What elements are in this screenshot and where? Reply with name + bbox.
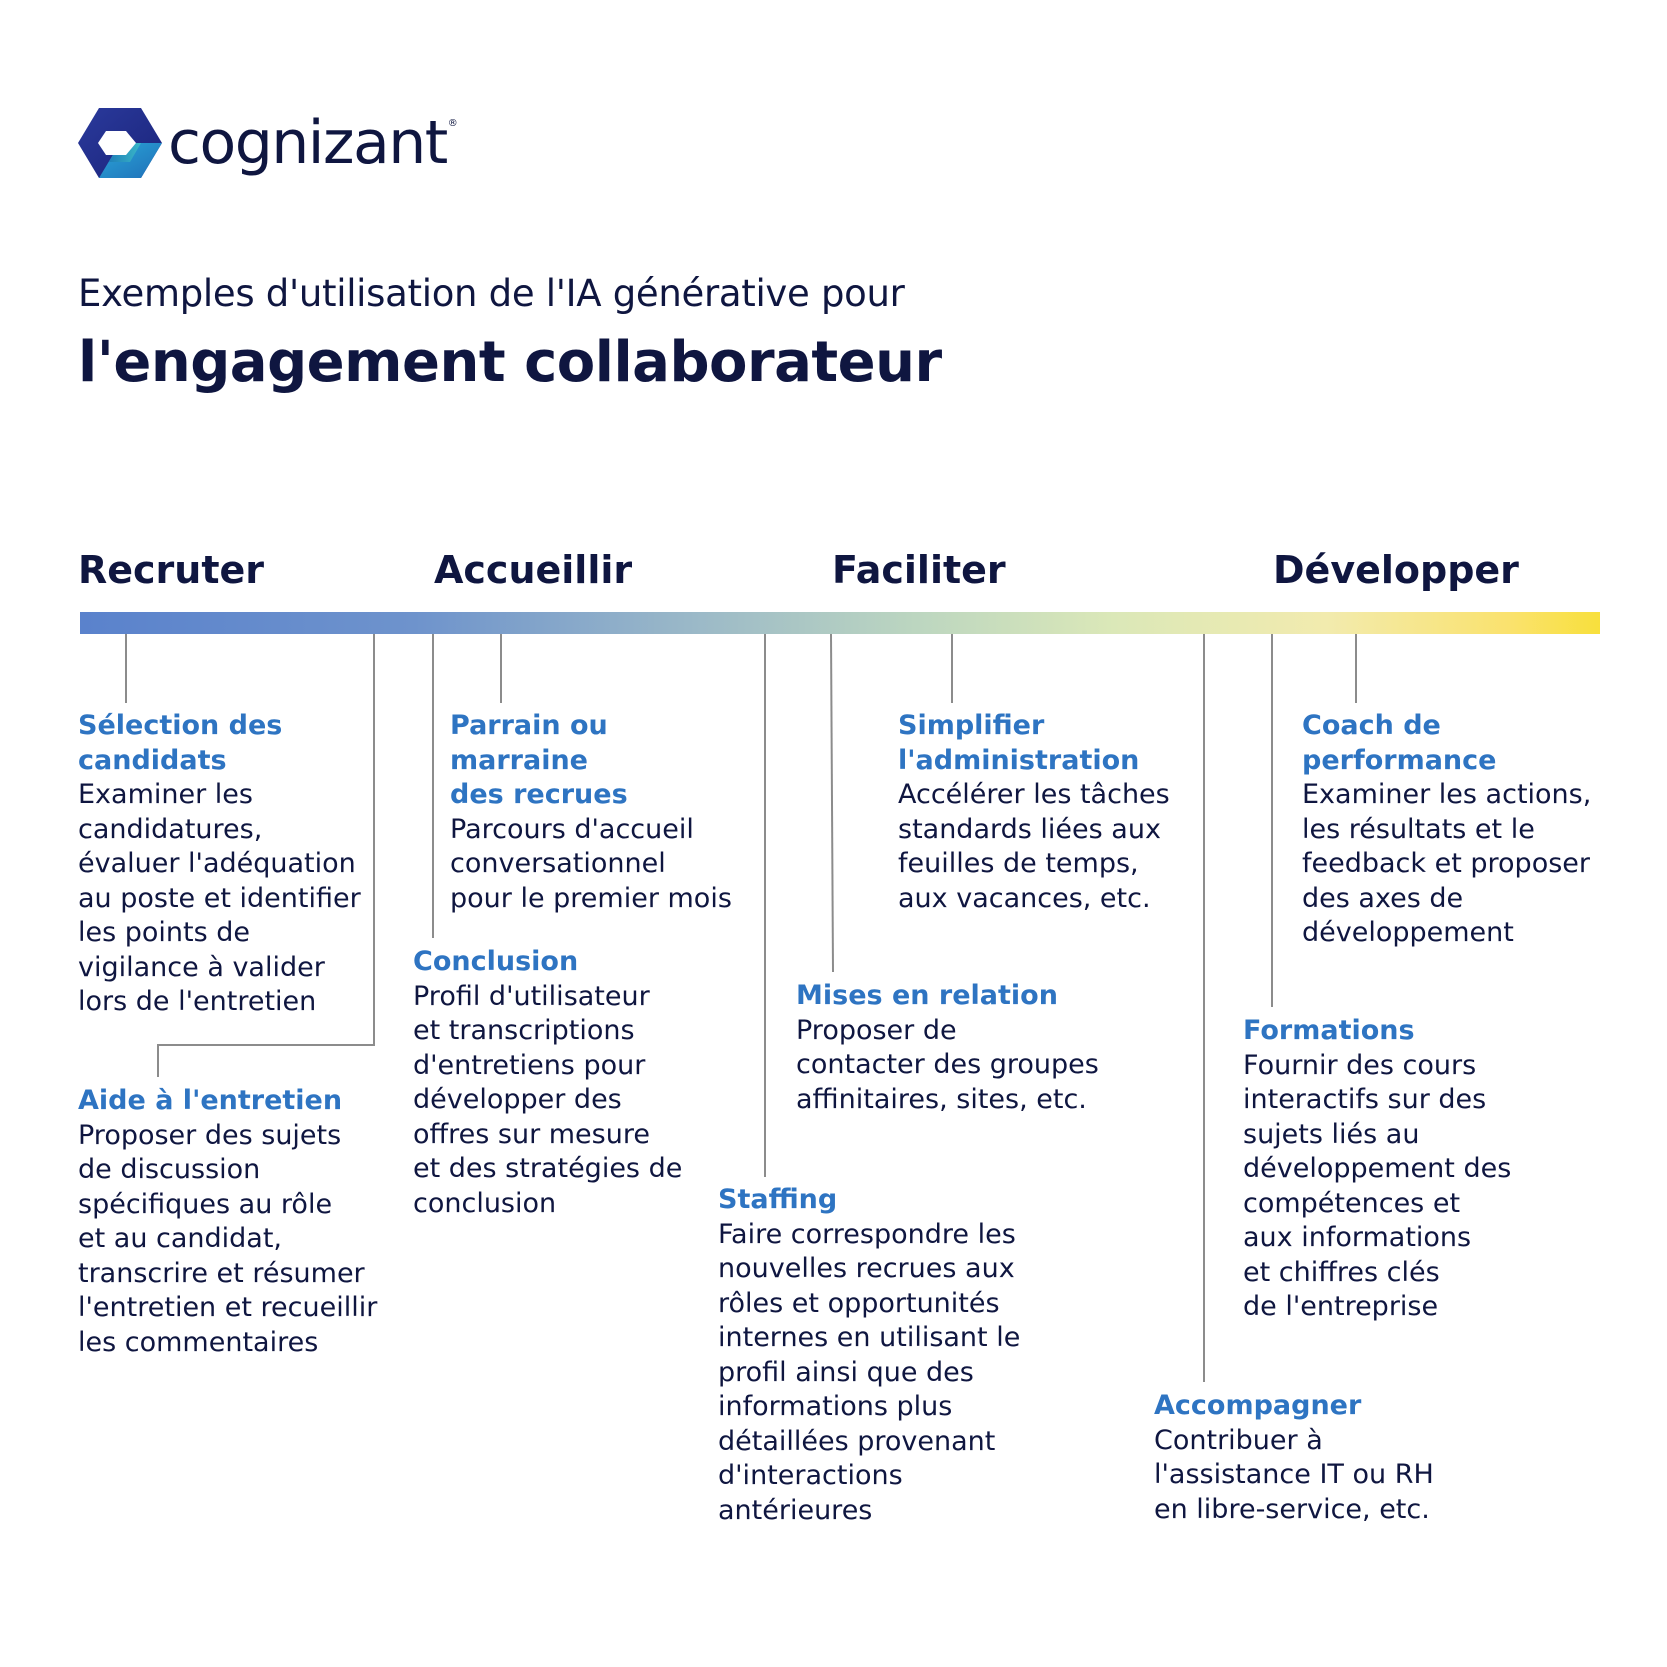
use-case-title: Coach de performance [1302,710,1497,776]
use-case-description: Contribuer à l'assistance IT ou RH en libre-service, etc. [1154,1424,1434,1525]
use-case-selection-candidats [78,709,378,1020]
use-case-formations [1243,1014,1543,1325]
use-case-title: Sélection des candidats [78,710,283,776]
use-case-title: Mises en relation [796,980,1058,1011]
use-case-description: Fournir des cours interactifs sur des sujets liés au développement des compétences et aux informations et chiffres clés de l'entreprise [1243,1049,1512,1322]
cognizant-logo [78,105,456,180]
use-case-description: Examiner les candidatures, évaluer l'adéquation au poste et identifier les points de vigilance à valider lors de l'entretien [78,779,361,1017]
phase-recruter: Recruter [78,548,265,592]
page-title: l'engagement collaborateur [78,330,942,395]
use-case-description: Proposer de contacter des groupes affinitaires, sites, etc. [796,1014,1099,1115]
use-case-parrain-marraine [450,709,750,916]
registered-mark: ® [447,117,457,129]
use-case-description: Parcours d'accueil conversationnel pour le premier mois [450,813,732,914]
use-case-staffing [718,1183,1038,1528]
phase-accueillir: Accueillir [434,548,633,592]
use-case-title: Formations [1243,1015,1415,1046]
use-case-title: Conclusion [413,946,579,977]
use-case-aide-entretien [78,1084,378,1360]
use-case-conclusion [413,945,713,1221]
use-case-coach-performance [1302,709,1622,951]
use-case-title: Aide à l'entretien [78,1085,343,1116]
timeline-gradient-bar [80,612,1600,634]
use-case-description: Accélérer les tâches standards liées aux feuilles de temps, aux vacances, etc. [898,779,1170,914]
use-case-title: Staffing [718,1184,838,1215]
use-case-title: Accompagner [1154,1390,1362,1421]
use-case-description: Examiner les actions, les résultats et le feedback et proposer des axes de développement [1302,779,1592,948]
use-case-title: Simplifier l'administration [898,710,1140,776]
use-case-simplifier-administration [898,709,1198,916]
use-case-mises-en-relation [796,979,1116,1117]
use-case-description: Profil d'utilisateur et transcriptions d'entretiens pour développer des offres sur mesure et des stratégies de conclusion [413,980,683,1219]
phase-faciliter: Faciliter [832,548,1006,592]
use-case-accompagner [1154,1389,1454,1527]
use-case-description: Proposer des sujets de discussion spécifiques au rôle et au candidat, transcrire et résumer l'entretien et recueillir les commentaires [78,1119,378,1358]
use-case-description: Faire correspondre les nouvelles recrues aux rôles et opportunités internes en utilisant le profil ainsi que des informations plus détaillées provenant d'interactions antérieures [718,1218,1021,1526]
use-case-title: Parrain ou marraine des recrues [450,710,628,810]
page-subtitle: Exemples d'utilisation de l'IA générative pour [78,272,905,315]
cognizant-hexagon-icon [78,107,162,179]
logo-wordmark: cognizant® [168,107,457,178]
phase-developper: Développer [1273,548,1519,592]
connector-mises-en-relation [831,634,833,972]
